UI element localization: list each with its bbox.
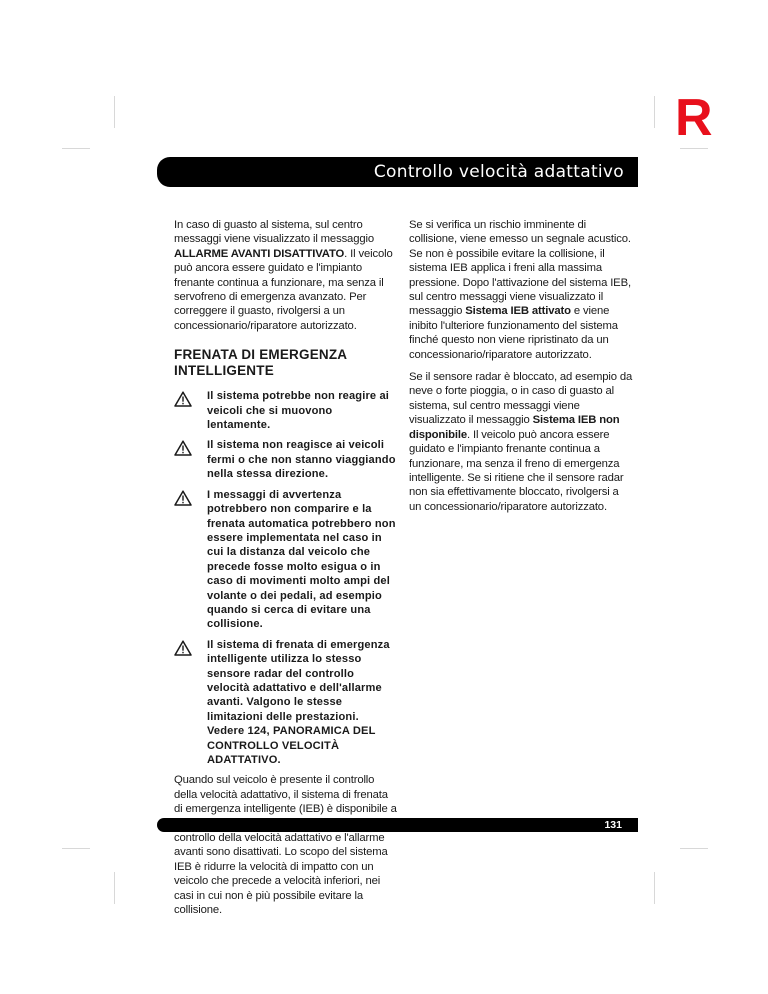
crop-mark — [114, 96, 115, 128]
warning-triangle-icon — [174, 488, 207, 632]
crop-mark — [62, 848, 90, 849]
paragraph-text-end: e viene inibito l'ulteriore funzionamento del sistema finché questo non viene ripristinato da un concessionario/riparatore autorizzato. — [409, 305, 618, 361]
warning-block — [174, 488, 398, 632]
intro-text: In caso di guasto al sistema, sul centro messaggi viene visualizzato il messaggio — [174, 219, 374, 246]
ieb-active-message: Sistema IEB attivato — [465, 305, 571, 318]
crop-mark — [654, 96, 655, 128]
warning-text: I messaggi di avvertenza potrebbero non comparire e la frenata automatica potrebbero non essere implementata nel caso in cui la distanza dal veicolo che precede fosse molto esigua o in caso di movimenti molto ampi del volante o dei pedali, ad esempio quando si cerca di evitare una collisione. — [207, 488, 396, 631]
collision-paragraph — [409, 218, 633, 362]
intro-paragraph — [174, 218, 398, 333]
warning-text: Il sistema non reagisce ai veicoli fermi o che non stanno viaggiando nella stessa direzione. — [207, 439, 396, 481]
intro-bold-message: ALLARME AVANTI DISATTIVATO — [174, 247, 345, 260]
radar-blocked-paragraph — [409, 370, 633, 514]
ieb-unavailable-message: Sistema IEB non disponibile — [409, 414, 620, 441]
closing-paragraph: Quando sul veicolo è presente il controllo della velocità adattativo, il sistema di frenata di emergenza intelligente (IEB) è disponibile a controllo della velocità adattativo e l'allarme avanti sono disattivati. Lo scopo del sistema IEB è ridurre la velocità di impatto con un veicolo che precede a velocità inferiori, nei casi in cui non è più possibile evitare la collisione. — [174, 774, 397, 917]
footer-bar — [157, 818, 638, 832]
crop-mark — [680, 848, 708, 849]
warning-block — [174, 389, 398, 432]
section-letter: R — [675, 89, 713, 147]
page-number: 131 — [604, 819, 622, 831]
crop-mark — [680, 148, 708, 149]
chapter-header-bar — [157, 157, 638, 187]
crop-mark — [62, 148, 90, 149]
section-heading: FRENATA DI EMERGENZA INTELLIGENTE — [174, 347, 347, 379]
paragraph-text-end: . Il veicolo può ancora essere guidato e l'impianto frenante continua a funzionare, ma senza il freno di emergenza intelligente. Se si ritiene che il sensore radar non sia effettivamente bloccato, rivolgersi a un concessionario/riparatore autorizzato. — [409, 428, 624, 513]
paragraph-text: Se si verifica un rischio imminente di collisione, viene emesso un segnale acustico. Se non è possibile evitare la collisione, il sistema IEB applica i freni alla massima pressione. Dopo l'attivazione del sistema IEB, sul centro messaggi viene visualizzato il messaggio — [409, 219, 631, 318]
warning-text: Il sistema di frenata di emergenza intelligente utilizza lo stesso sensore radar del controllo velocità adattativo e dell'allarme avanti. Valgono le stesse limitazioni delle prestazioni. Vedere 124, PANORAMICA DEL CONTROLLO VELOCITÀ ADATTATIVO. — [207, 638, 390, 766]
warning-text: Il sistema potrebbe non reagire ai veicoli che si muovono lentamente. — [207, 390, 390, 432]
warning-block — [174, 638, 398, 768]
warning-triangle-icon — [174, 438, 207, 481]
warning-triangle-icon — [174, 389, 207, 432]
warning-triangle-icon — [174, 638, 207, 768]
warning-block — [174, 438, 398, 481]
chapter-title: Controllo velocità adattativo — [373, 162, 624, 182]
paragraph-text: Se il sensore radar è bloccato, ad esempio da neve o forte pioggia, o in caso di guasto al sistema, sul centro messaggi viene visualizzato il messaggio — [409, 371, 633, 427]
crop-mark — [654, 872, 655, 904]
right-column — [409, 218, 633, 522]
crop-mark — [114, 872, 115, 904]
intro-text-end: . Il veicolo può ancora essere guidato e l'impianto frenante continua a funzionare, ma senza il servofreno di emergenza avanzato. Per correggere il guasto, rivolgersi a un concessionario/riparatore autorizzato. — [174, 247, 393, 332]
